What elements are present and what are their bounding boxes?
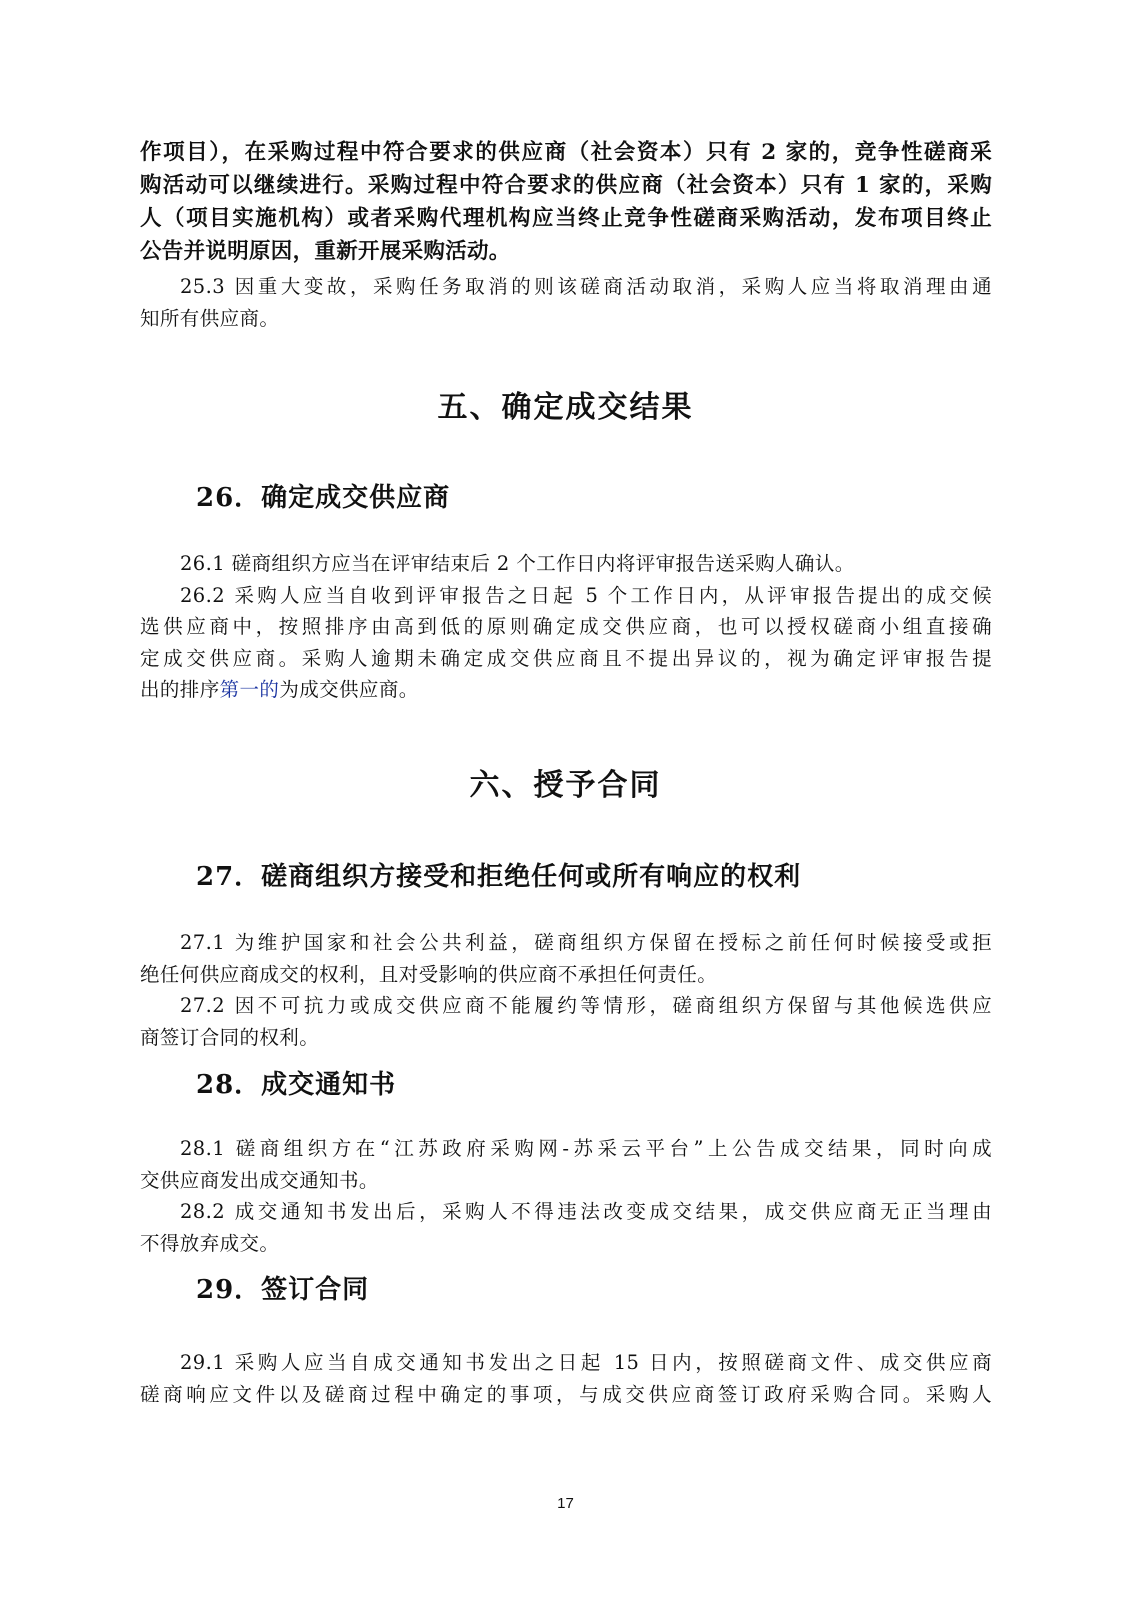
clause-line: 25.3 因重大变故，采购任务取消的则该磋商活动取消，采购人应当将取消理由通 xyxy=(180,275,992,298)
section-28-heading: 28．成交通知书 xyxy=(196,1070,397,1100)
top-clause-line: 作项目），在采购过程中符合要求的供应商（社会资本）只有 2 家的，竞争性磋商采 xyxy=(140,140,992,165)
section-29-heading: 29．签订合同 xyxy=(196,1275,370,1305)
top-clause-line: 公告并说明原因，重新开展采购活动。 xyxy=(140,239,511,264)
section-29-body xyxy=(140,1347,992,1410)
clause-29-1-line: 磋商响应文件以及磋商过程中确定的事项，与成交供应商签订政府采购合同。采购人 xyxy=(140,1382,992,1406)
clause-line: 知所有供应商。 xyxy=(140,306,280,330)
clause-25-3 xyxy=(140,271,992,334)
section-28-body xyxy=(140,1133,992,1259)
clause-27-2-line: 27.2 因不可抗力或成交供应商不能履约等情形，磋商组织方保留与其他候选供应 xyxy=(180,994,992,1017)
section-26-heading: 26．确定成交供应商 xyxy=(196,483,451,513)
clause-27-2-line: 商签订合同的权利。 xyxy=(140,1025,320,1049)
clause-29-1-line: 29.1 采购人应当自成交通知书发出之日起 15 日内，按照磋商文件、成交供应商 xyxy=(180,1351,992,1374)
chapter-5-title: 五、确定成交结果 xyxy=(437,390,694,425)
clause-28-2-line: 28.2 成交通知书发出后，采购人不得违法改变成交结果，成交供应商无正当理由 xyxy=(180,1200,992,1223)
clause-26-2-line: 定成交供应商。采购人逾期未确定成交供应商且不提出异议的，视为确定评审报告提 xyxy=(140,646,992,670)
chapter-6-title: 六、授予合同 xyxy=(469,768,662,803)
clause-27-1-line: 绝任何供应商成交的权利，且对受影响的供应商不承担任何责任。 xyxy=(140,962,718,986)
clause-28-1-line: 28.1 磋商组织方在“江苏政府采购网-苏采云平台”上公告成交结果，同时向成 xyxy=(180,1137,992,1160)
clause-27-1-line: 27.1 为维护国家和社会公共利益，磋商组织方保留在授标之前任何时候接受或拒 xyxy=(180,931,992,954)
clause-26-2-last-line xyxy=(140,674,992,706)
text-span: 为成交供应商。 xyxy=(279,678,419,701)
section-27-body xyxy=(140,927,992,1053)
text-span: 出的排序 xyxy=(140,678,220,701)
top-clause xyxy=(140,136,992,268)
section-27-heading: 27．磋商组织方接受和拒绝任何或所有响应的权利 xyxy=(196,862,802,892)
highlighted-text-link[interactable]: 第一的 xyxy=(219,678,280,701)
top-clause-line: 人（项目实施机构）或者采购代理机构应当终止竞争性磋商采购活动，发布项目终止 xyxy=(140,206,992,231)
clause-26-2-line: 选供应商中，按照排序由高到低的原则确定成交供应商，也可以授权磋商小组直接确 xyxy=(140,615,992,638)
top-clause-line: 购活动可以继续进行。采购过程中符合要求的供应商（社会资本）只有 1 家的，采购 xyxy=(140,173,992,198)
page-number: 17 xyxy=(557,1495,574,1512)
clause-26-1: 26.1 磋商组织方应当在评审结束后 2 个工作日内将评审报告送采购人确认。 xyxy=(180,552,855,575)
section-26-body xyxy=(140,548,992,706)
clause-28-2-line: 不得放弃成交。 xyxy=(140,1231,280,1255)
clause-28-1-line: 交供应商发出成交通知书。 xyxy=(140,1168,379,1192)
clause-26-2-line: 26.2 采购人应当自收到评审报告之日起 5 个工作日内，从评审报告提出的成交候 xyxy=(180,583,992,607)
